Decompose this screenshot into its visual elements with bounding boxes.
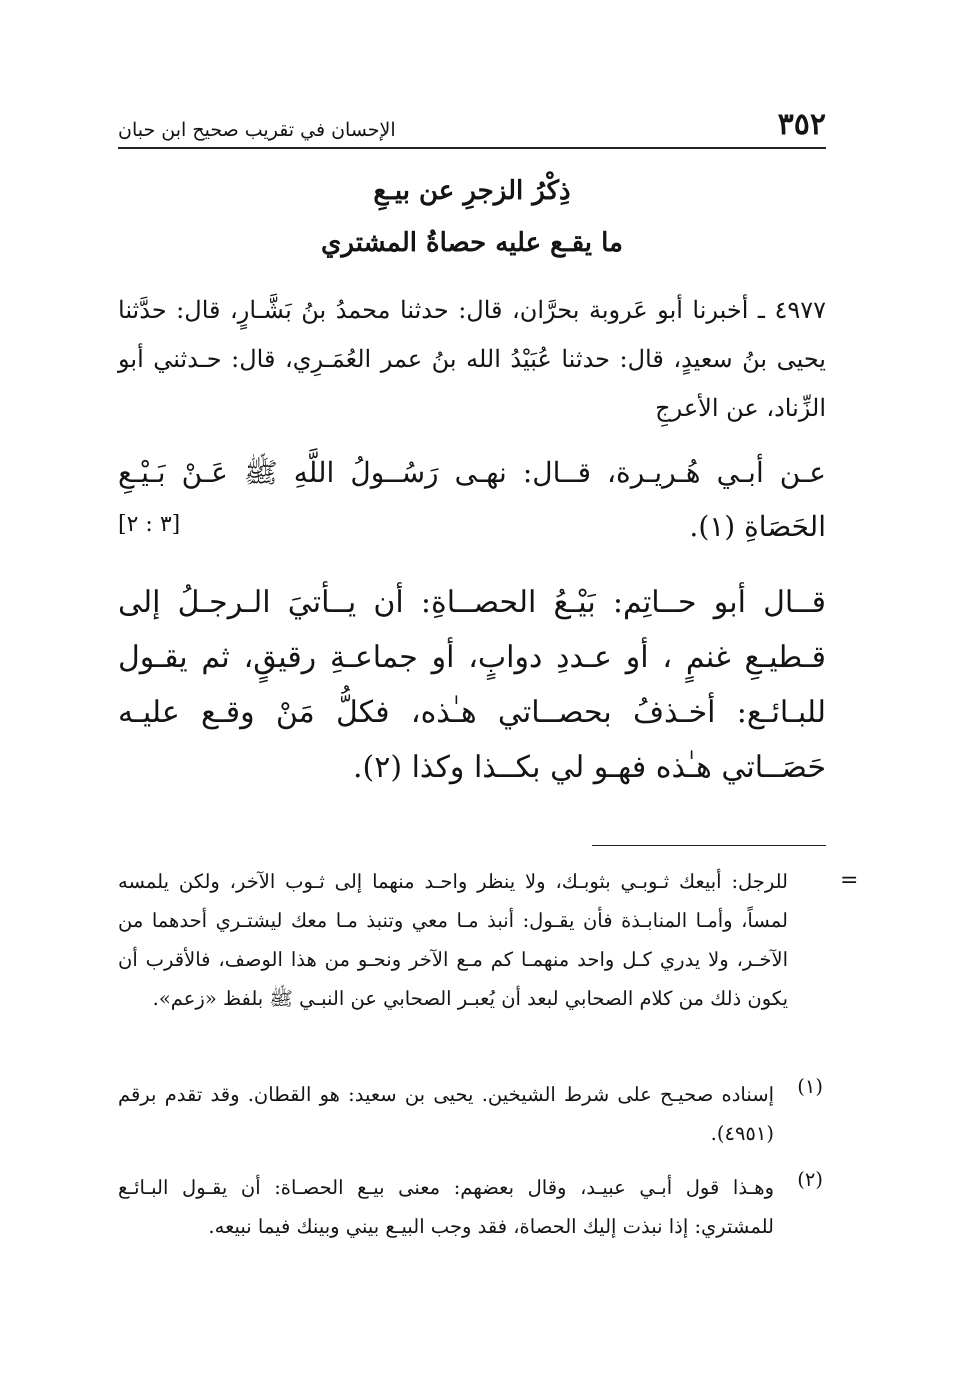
hadith-matn: عـن أبـي هُـريـرة، قــال: نهـى رَسُــولُ اللَّهِ ﷺ عَـنْ بَـيْـعِ الحَصَاةِ (١). bbox=[118, 456, 826, 543]
footnote-text: إسناده صحيـح على شرط الشيخين. يحيى بن سعيد: هو القطان. وقد تقدم برقم (٤٩٥١). bbox=[118, 1083, 774, 1145]
footnote-rule bbox=[592, 845, 826, 846]
page-header bbox=[118, 100, 826, 140]
hadith-reference: [٣ : ٢] bbox=[118, 512, 181, 537]
commentary-text: قــال أبو حــاتِم: بَيْـعُ الحصــاةِ: أن يــأتيَ الـرجـلُ إلى قـطيـعِ غنمٍ ، أو عـددِ دوابٍ، أو جماعـةِ رقيقٍ، ثم يقـول للبـائـع: أخـذفُ بحصــاتي هـٰذه، فكلُّ مَنْ وقـع عليـه حَصَــاتي هـٰذه فهـو لي بكــذا وكذا (٢). bbox=[118, 585, 826, 785]
footnote-text: وهـذا قول أبـي عبيـد، وقال بعضهم: معنى بيـع الحصـاة: أن يقـول البـائـع للمشتري: إذا نبذت إليك الحصاة، فقد وجب البيـع بيني وبينك فيما نبيعه. bbox=[118, 1176, 774, 1238]
header-rule bbox=[118, 147, 826, 149]
footnote-number: (٢) bbox=[797, 1168, 823, 1191]
page-number: ٣٥٢ bbox=[777, 107, 826, 142]
hadith-isnad: ٤٩٧٧ ـ أخبرنا أبو عَروبة بحرَّان، قال: حدثنا محمدُ بنُ بَشَّـارٍ، قال: حدَّثنا يحيى بنُ سعيدٍ، قال: حدثنا عُبَيْدُ الله بنُ عمر العُمَـرِي، قال: حـدثني أبو الزِّناد، عن الأعرجِ bbox=[118, 296, 826, 422]
chapter-title-line1: ذِكْرُ الزجرِ عن بيـعِ bbox=[373, 176, 571, 206]
chapter-title-line2: ما يقـع عليه حصاةُ المشتري bbox=[321, 228, 623, 258]
footnote-continuation: للرجل: أبيعك ثـوبـي بثوبـك، ولا ينظر واحـد منهما إلى ثـوب الآخر، ولكن يلمسه لمساً، وأمـا المنابـذة فأن يقـول: أنبذ مـا معي وتنبذ مـا معك ليشتـري أحدهما من الآخـر، ولا يدري كـل واحد منهمـا كم مـع الآخر ونحـو من هذا الوصف، فالأقرب أن يكون ذلك من كلام الصحابي لبعد أن يُعبـر الصحابي عن النبـي ﷺ بلفظ «زعم». bbox=[118, 870, 788, 1010]
running-title: الإحسان في تقريب صحيح ابن حبان bbox=[118, 119, 396, 141]
footnote-number: (١) bbox=[797, 1075, 823, 1098]
footnote-continuation-marker: = bbox=[840, 868, 859, 893]
